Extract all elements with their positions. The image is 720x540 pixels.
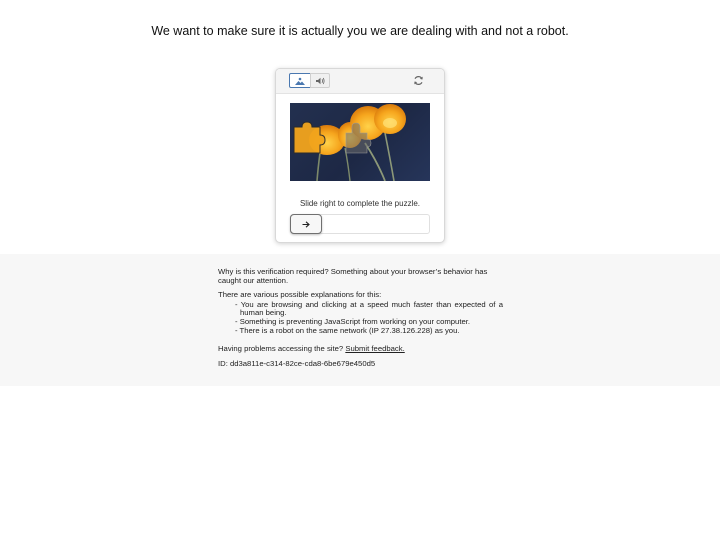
slider-handle[interactable] — [290, 214, 322, 234]
puzzle-image — [290, 103, 430, 181]
captcha-instruction: Slide right to complete the puzzle. — [299, 199, 421, 208]
captcha-widget — [275, 68, 445, 243]
request-id: ID: dd3a811e-c314-82ce-cda8-6be679e450d5 — [218, 358, 376, 368]
problems-text: Having problems accessing the site? — [218, 344, 344, 354]
refresh-icon — [413, 75, 424, 86]
audio-mode-button[interactable] — [310, 73, 330, 88]
page-headline: We want to make sure it is actually you we are dealing with and not a robot. — [151, 24, 569, 38]
image-icon — [295, 77, 305, 85]
info-text — [218, 268, 503, 374]
list-item: - Something is preventing JavaScript from working on your computer. — [235, 316, 471, 326]
image-mode-button[interactable] — [289, 73, 311, 88]
refresh-button[interactable] — [412, 74, 425, 87]
list-item: - There is a robot on the same network (IP 27.38.126.228) as you. — [235, 325, 460, 335]
submit-feedback-link[interactable]: Submit feedback. — [345, 344, 405, 354]
explanations-intro: There are various possible explanations for this: — [218, 290, 382, 300]
captcha-toolbar — [276, 69, 444, 94]
problems-line — [218, 345, 503, 354]
why-text: Why is this verification required? Something about your browser’s behavior has caught our attention. — [218, 267, 488, 285]
list-item: - You are browsing and clicking at a speed much faster than expected of a human being. — [235, 299, 503, 318]
explanations-list — [235, 301, 503, 335]
arrow-right-icon — [302, 221, 310, 228]
audio-icon — [315, 77, 325, 85]
info-section — [0, 254, 720, 386]
